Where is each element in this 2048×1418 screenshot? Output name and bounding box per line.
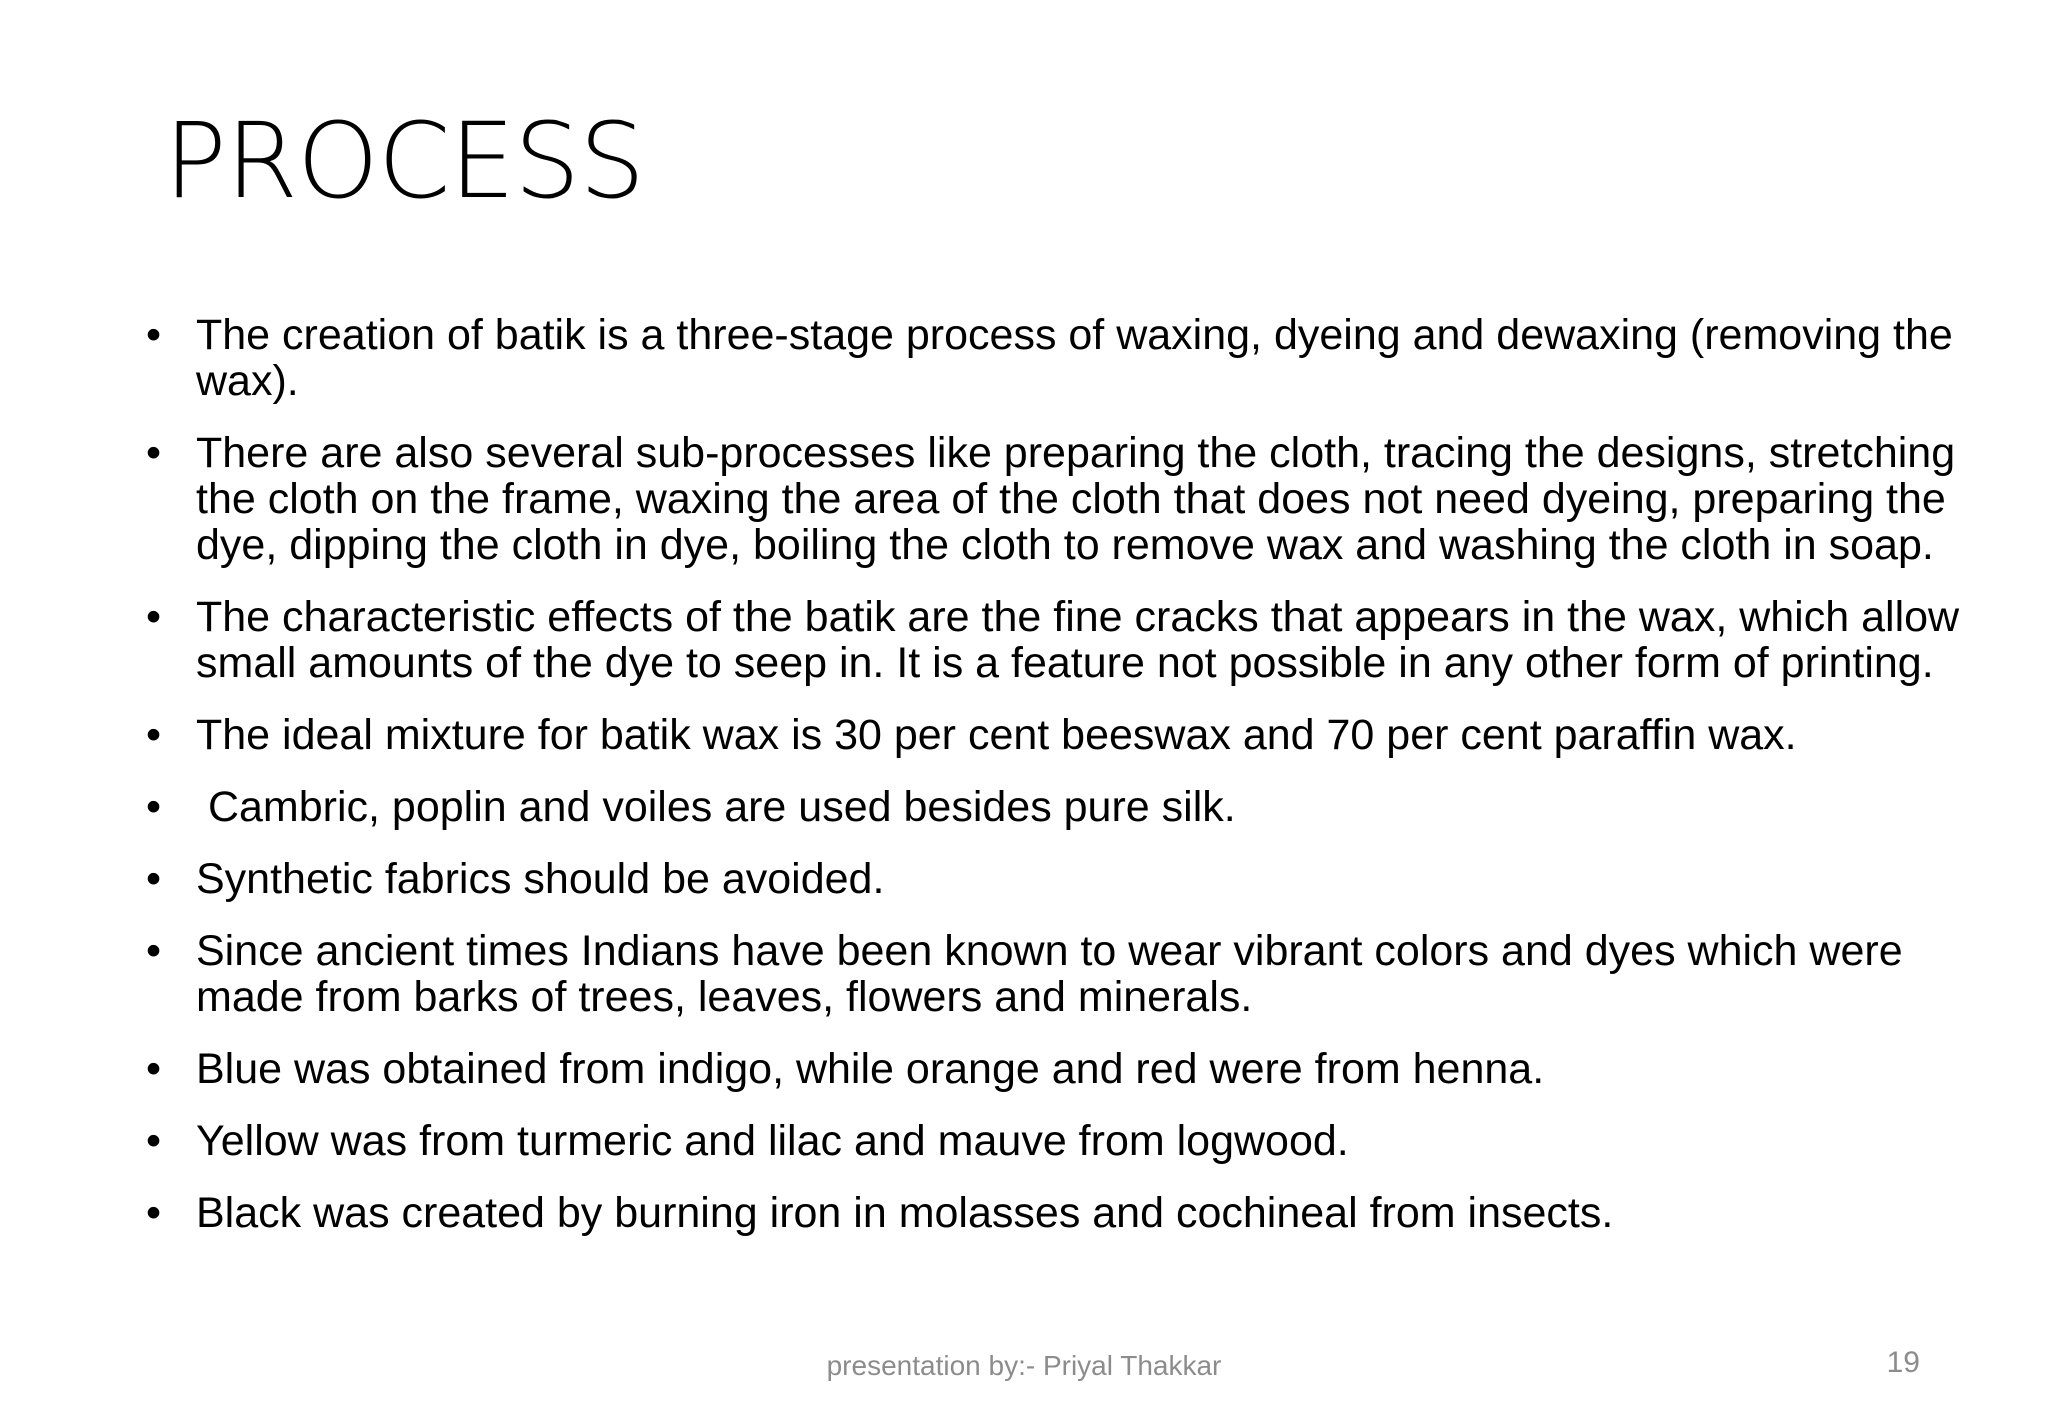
- bullet-item: [140, 784, 2020, 830]
- bullet-icon: •: [146, 593, 162, 641]
- bullet-icon: •: [146, 429, 162, 477]
- bullet-text: Cambric, poplin and voiles are used besides pure silk.: [196, 783, 1236, 831]
- bullet-text: The creation of batik is a three-stage process of waxing, dyeing and dewaxing (removing the wax).: [196, 311, 1953, 405]
- bullet-text: Synthetic fabrics should be avoided.: [196, 855, 885, 903]
- bullet-item: [140, 594, 2020, 686]
- bullet-icon: •: [146, 1189, 162, 1237]
- bullet-text: There are also several sub-processes like preparing the cloth, tracing the designs, stretching the cloth on the frame, waxing the area of the cloth that does not need dyeing, preparing the dye, dipping the cloth in dye, boiling the cloth to remove wax and washing the cloth in soap.: [196, 429, 1956, 569]
- bullet-icon: •: [146, 1117, 162, 1165]
- bullet-item: [140, 1118, 2020, 1164]
- bullet-icon: •: [146, 711, 162, 759]
- bullet-icon: •: [146, 783, 162, 831]
- bullet-text: Blue was obtained from indigo, while orange and red were from henna.: [196, 1045, 1545, 1093]
- bullet-icon: •: [146, 855, 162, 903]
- bullet-text: Black was created by burning iron in molasses and cochineal from insects.: [196, 1189, 1614, 1237]
- bullet-list: [140, 312, 2020, 1262]
- bullet-text: Since ancient times Indians have been known to wear vibrant colors and dyes which were made from barks of trees, leaves, flowers and minerals.: [196, 927, 1903, 1021]
- bullet-item: [140, 928, 2020, 1020]
- footer-text: presentation by:- Priyal Thakkar: [826, 1350, 1222, 1381]
- slide-number: 19: [1886, 1346, 1920, 1379]
- bullet-item: [140, 712, 2020, 758]
- bullet-icon: •: [146, 1045, 162, 1093]
- bullet-item: [140, 1046, 2020, 1092]
- bullet-item: [140, 1190, 2020, 1236]
- bullet-item: [140, 430, 2020, 568]
- bullet-icon: •: [146, 311, 162, 359]
- bullet-item: [140, 856, 2020, 902]
- bullet-icon: •: [146, 927, 162, 975]
- slide-title: PROCESS: [164, 100, 645, 222]
- bullet-text: The ideal mixture for batik wax is 30 per cent beeswax and 70 per cent paraffin wax.: [196, 711, 1797, 759]
- bullet-text: The characteristic effects of the batik are the fine cracks that appears in the wax, which allow small amounts of the dye to seep in. It is a feature not possible in any other form of printing.: [196, 593, 1960, 687]
- bullet-text: Yellow was from turmeric and lilac and mauve from logwood.: [196, 1117, 1349, 1165]
- bullet-item: [140, 312, 2020, 404]
